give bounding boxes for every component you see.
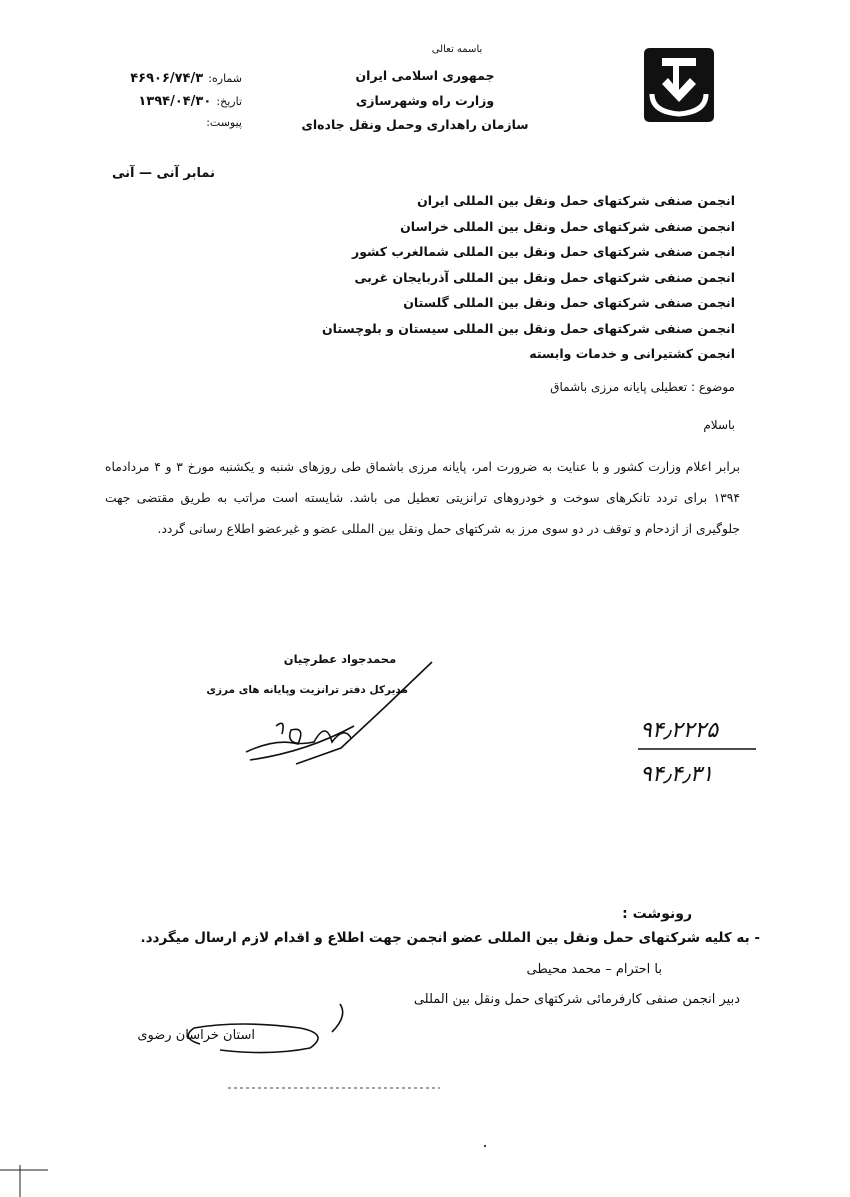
letter-body: برابر اعلام وزارت کشور و با عنایت به ضرورت امر، پایانه مرزی باشماق طی روزهای شنبه و یکشنبه مورخ ۳ و ۴ مردادماه ۱۳۹۴ برای تردد تانکرهای سوخت و خودروهای ترانزیتی تعطیل می باشد. شایسته است مراتب به طریق مقتضی جهت جلوگیری از ازدحام و توقف در دو سوی مرز به شرکتهای حمل ونقل بین المللی عضو و غیرعضو اطلاع رسانی گردد.	[105, 460, 740, 536]
number-label: شماره:	[208, 72, 242, 85]
date-row	[82, 90, 242, 109]
recipient-item: انجمن صنفی شرکتهای حمل ونقل بین المللی شمالغرب کشور	[352, 244, 735, 259]
copy-regards: با احترام – محمد محیطی	[526, 962, 662, 977]
number-value: ۴۶۹۰۶/۷۴/۳	[130, 71, 204, 86]
date-value: ۱۳۹۴/۰۴/۳۰	[138, 94, 212, 109]
ministry-name: وزارت راه وشهرسازی	[355, 93, 495, 108]
recipient-item: انجمن صنفی شرکتهای حمل ونقل بین المللی سیستان و بلوچستان	[321, 320, 735, 336]
recipient-item: انجمن صنفی شرکتهای حمل ونقل بین المللی ایران	[417, 193, 735, 208]
subject-line: موضوع : تعطیلی پایانه مرزی باشماق	[550, 380, 735, 394]
attachment-label: پیوست:	[206, 116, 242, 129]
handwritten-date: ۹۴٫۴٫۳۱	[640, 762, 714, 787]
recipient-list	[215, 188, 735, 367]
scan-artifacts	[0, 1080, 850, 1197]
copy-province: استان خراسان رضوی	[137, 1028, 255, 1043]
country-name: جمهوری اسلامی ایران	[355, 68, 495, 83]
copy-secretary-title: دبیر انجمن صنفی کارفرمائی شرکتهای حمل ونقل بین المللی	[413, 992, 740, 1007]
secretary-signature	[180, 998, 350, 1058]
copy-item: - به کلیه شرکتهای حمل ونقل بین المللی عضو انجمن جهت اطلاع و اقدام لازم ارسال میگردد.	[140, 930, 760, 946]
organization-name: سازمان راهداری وحمل ونقل جاده‌ای	[301, 117, 529, 132]
signatory-title: مدیرکل دفتر ترانزیت وپایانه های مرزی	[206, 684, 408, 696]
signatory-name: محمدجواد عطرچیان	[283, 652, 397, 666]
number-row	[82, 67, 242, 86]
recipient-item: انجمن کشتیرانی و خدمات وابسته	[529, 346, 735, 361]
handwritten-underline	[636, 746, 760, 752]
signature-scribble	[206, 656, 446, 768]
invocation: باسمه تعالی	[431, 44, 483, 55]
recipient-item: انجمن صنفی شرکتهای حمل ونقل بین المللی گلستان	[403, 295, 735, 310]
date-label: تاریخ:	[216, 95, 242, 108]
copy-label: رونوشت :	[622, 906, 692, 922]
handwritten-number: ۹۴٫۲۲۲۵	[640, 718, 719, 743]
recipient-item: انجمن صنفی شرکتهای حمل ونقل بین المللی آذربایجان غربی	[354, 269, 735, 285]
road-organization-logo	[638, 44, 720, 126]
greeting: باسلام	[703, 418, 735, 432]
recipient-item: انجمن صنفی شرکتهای حمل ونقل بین المللی خراسان	[400, 218, 735, 234]
fax-note: نمابر آنی — آنی	[111, 166, 215, 181]
